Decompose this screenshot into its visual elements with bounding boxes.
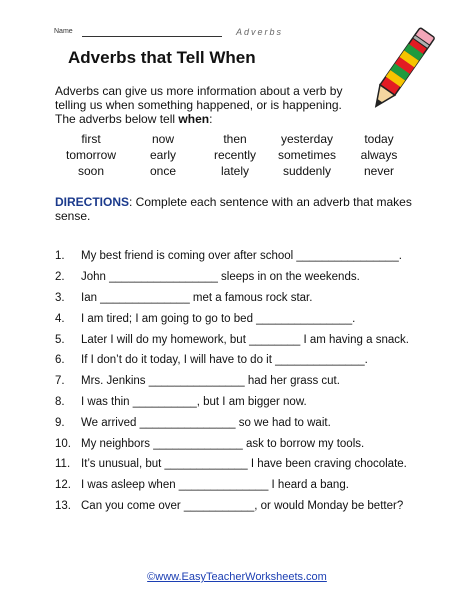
item-number: 8. — [55, 395, 65, 408]
footer-link[interactable]: ©www.EasyTeacherWorksheets.com — [147, 571, 327, 583]
intro-bold: when — [178, 112, 210, 126]
item-number: 5. — [55, 333, 65, 346]
list-item — [55, 392, 425, 413]
adverb-word: early — [149, 148, 176, 162]
adverb-word: lately — [220, 164, 249, 178]
word-row — [55, 132, 415, 148]
adverb-word: suddenly — [282, 164, 332, 178]
adverb-word: recently — [213, 148, 257, 162]
list-item — [55, 475, 425, 496]
item-text: Mrs. Jenkins _______________ had her grass cut. — [81, 375, 340, 388]
adverb-word: once — [149, 164, 177, 178]
adverb-word: tomorrow — [65, 148, 116, 162]
list-item — [55, 308, 425, 329]
directions-text: : Complete each sentence with an adverb that makes sense. — [55, 195, 412, 223]
adverb-word: always — [360, 148, 398, 162]
item-text: I am tired; I am going to go to bed _______________. — [81, 312, 356, 325]
item-text: Later I will do my homework, but ________ I am having a snack. — [81, 333, 409, 346]
item-text: Ian ______________ met a famous rock star. — [81, 291, 313, 304]
item-text: It’s unusual, but _____________ I have been craving chocolate. — [81, 458, 407, 471]
intro-paragraph — [55, 84, 355, 126]
adverb-word: soon — [77, 164, 105, 178]
item-text: We arrived _______________ so we had to wait. — [81, 416, 331, 429]
list-item — [55, 454, 425, 475]
item-text: My best friend is coming over after school ________________. — [81, 250, 402, 263]
sentence-list — [55, 246, 425, 516]
item-text: I was thin __________, but I am bigger now. — [81, 395, 307, 408]
adverb-word-grid — [55, 132, 415, 180]
word-row — [55, 164, 415, 180]
item-number: 12. — [55, 479, 71, 492]
intro-text: Adverbs can give us more information about a verb by telling us when something happened, or is happening. The adverbs below tell — [55, 84, 343, 126]
name-label: Name — [54, 28, 73, 35]
page-title: Adverbs that Tell When — [68, 48, 256, 67]
adverb-word: today — [364, 132, 394, 146]
intro-end: : — [209, 112, 213, 126]
item-text: John _________________ sleeps in on the weekends. — [81, 271, 360, 284]
list-item — [55, 267, 425, 288]
item-text: If I don’t do it today, I will have to do it ______________. — [81, 354, 368, 367]
name-line — [82, 36, 222, 37]
item-number: 11. — [55, 458, 71, 471]
list-item — [55, 371, 425, 392]
directions-label: DIRECTIONS — [55, 195, 130, 209]
adverb-word: first — [81, 132, 101, 146]
item-number: 6. — [55, 354, 65, 367]
item-number: 3. — [55, 291, 65, 304]
word-row — [55, 148, 415, 164]
item-number: 9. — [55, 416, 65, 429]
adverb-word: now — [151, 132, 174, 146]
item-text: Can you come over ___________, or would Monday be better? — [81, 499, 404, 512]
item-text: I was asleep when ______________ I heard a bang. — [81, 479, 349, 492]
adverb-word: never — [363, 164, 395, 178]
list-item — [55, 350, 425, 371]
item-number: 10. — [55, 437, 71, 450]
pencil-icon — [355, 22, 445, 122]
item-number: 2. — [55, 271, 65, 284]
item-number: 13. — [55, 499, 71, 512]
list-item — [55, 412, 425, 433]
adverb-word: then — [223, 132, 247, 146]
adverb-word: sometimes — [277, 148, 336, 162]
item-number: 4. — [55, 312, 65, 325]
list-item — [55, 433, 425, 454]
item-number: 1. — [55, 250, 65, 263]
topic-label: Adverbs — [236, 27, 284, 37]
adverb-word: yesterday — [280, 132, 334, 146]
list-item — [55, 246, 425, 267]
directions — [55, 195, 415, 223]
list-item — [55, 496, 425, 517]
list-item — [55, 329, 425, 350]
item-text: My neighbors ______________ ask to borrow my tools. — [81, 437, 365, 450]
list-item — [55, 288, 425, 309]
item-number: 7. — [55, 375, 65, 388]
